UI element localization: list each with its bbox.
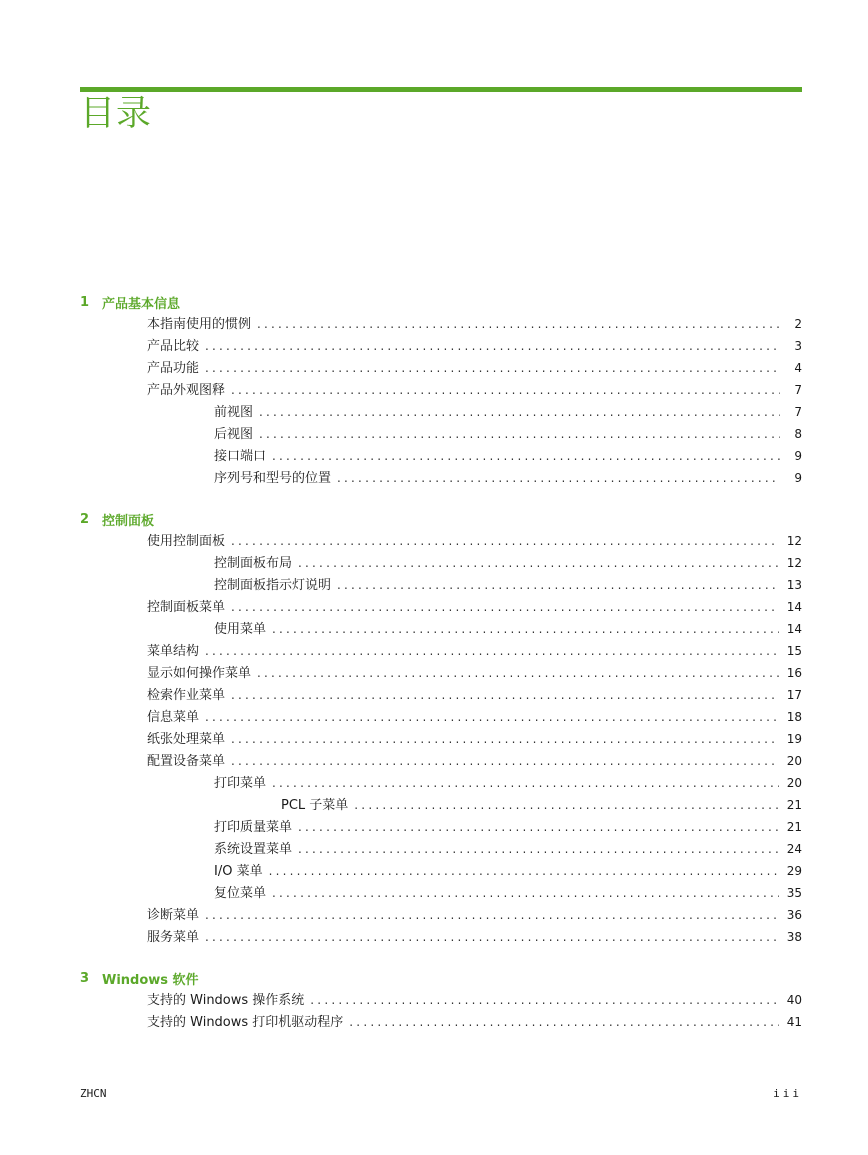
toc-entry[interactable] xyxy=(80,574,802,596)
toc-entry-page: 20 xyxy=(786,776,802,790)
dot-leader xyxy=(349,1011,778,1033)
toc-entry-page: 12 xyxy=(786,556,802,570)
toc-entry-title: 本指南使用的惯例 xyxy=(147,317,252,332)
toc-entry[interactable] xyxy=(80,530,802,552)
footer-locale: ZHCN xyxy=(80,1087,107,1100)
toc-entry-page: 17 xyxy=(786,688,802,702)
toc-entry-page: 20 xyxy=(786,754,802,768)
toc-entry-title: 纸张处理菜单 xyxy=(147,732,226,747)
toc-entry[interactable] xyxy=(80,706,802,728)
dot-leader xyxy=(257,313,780,335)
dot-leader xyxy=(269,860,779,882)
toc-entry[interactable] xyxy=(80,379,802,401)
chapter-title: 产品基本信息 xyxy=(102,296,181,312)
toc-entry[interactable] xyxy=(80,313,802,335)
toc-entry[interactable] xyxy=(80,989,802,1011)
toc-entry-title: 检索作业菜单 xyxy=(147,688,226,703)
dot-leader xyxy=(231,750,779,772)
chapter-number: 2 xyxy=(80,511,90,527)
toc-entry-page: 7 xyxy=(794,405,802,419)
toc-chapter xyxy=(80,967,802,1033)
toc-entry-page: 21 xyxy=(786,820,802,834)
dot-leader xyxy=(205,335,780,357)
dot-leader xyxy=(337,574,779,596)
toc-entry-page: 2 xyxy=(794,317,802,331)
toc-entry-title: 接口端口 xyxy=(214,449,267,464)
dot-leader xyxy=(298,552,779,574)
page-title: 目录 xyxy=(80,94,153,134)
toc-entry-title: 信息菜单 xyxy=(147,710,200,725)
toc-entry-page: 9 xyxy=(794,449,802,463)
toc-entry[interactable] xyxy=(80,423,802,445)
toc-entry-page: 12 xyxy=(786,534,802,548)
chapter-heading[interactable] xyxy=(80,967,802,989)
toc-entry[interactable] xyxy=(80,552,802,574)
toc-entry[interactable] xyxy=(80,1011,802,1033)
chapter-title: 控制面板 xyxy=(102,513,155,529)
toc-entry-page: 35 xyxy=(786,886,802,900)
toc-entry-title: PCL 子菜单 xyxy=(281,798,349,813)
dot-leader xyxy=(205,904,779,926)
toc-entry[interactable] xyxy=(80,926,802,948)
toc-entry-title: 控制面板菜单 xyxy=(147,600,226,615)
title-rule xyxy=(80,87,802,92)
dot-leader xyxy=(298,816,779,838)
toc-entry-title: 菜单结构 xyxy=(147,644,200,659)
toc-entry-title: 复位菜单 xyxy=(214,886,267,901)
toc-entry-title: 产品外观图释 xyxy=(147,383,226,398)
toc-entry-page: 18 xyxy=(786,710,802,724)
toc-entry-title: 序列号和型号的位置 xyxy=(214,471,332,486)
toc-entry[interactable] xyxy=(80,816,802,838)
dot-leader xyxy=(231,728,779,750)
toc-entry[interactable] xyxy=(80,401,802,423)
toc-entry[interactable] xyxy=(80,662,802,684)
toc-entry[interactable] xyxy=(80,445,802,467)
toc-entry-page: 16 xyxy=(786,666,802,680)
toc-chapter xyxy=(80,508,802,948)
toc-entry-title: 产品比较 xyxy=(147,339,200,354)
dot-leader xyxy=(205,926,779,948)
toc-entry-title: 显示如何操作菜单 xyxy=(147,666,252,681)
dot-leader xyxy=(231,684,779,706)
toc-entry-page: 3 xyxy=(794,339,802,353)
toc-entry-title: 控制面板指示灯说明 xyxy=(214,578,332,593)
dot-leader xyxy=(259,401,780,423)
toc-entry[interactable] xyxy=(80,467,802,489)
toc-entry[interactable] xyxy=(80,860,802,882)
toc-entry-page: 13 xyxy=(786,578,802,592)
toc-entry[interactable] xyxy=(80,335,802,357)
toc-entry-page: 7 xyxy=(794,383,802,397)
dot-leader xyxy=(257,662,779,684)
toc-entry[interactable] xyxy=(80,596,802,618)
toc-entry-title: 后视图 xyxy=(214,427,254,442)
dot-leader xyxy=(205,706,779,728)
toc-entry-title: 配置设备菜单 xyxy=(147,754,226,769)
toc-entry-page: 24 xyxy=(786,842,802,856)
toc-entry-title: 系统设置菜单 xyxy=(214,842,293,857)
toc-entry[interactable] xyxy=(80,794,802,816)
toc-entry[interactable] xyxy=(80,882,802,904)
toc-entry-page: 36 xyxy=(786,908,802,922)
dot-leader xyxy=(231,379,780,401)
toc-entry-title: 使用菜单 xyxy=(214,622,267,637)
toc-entry[interactable] xyxy=(80,618,802,640)
toc-entry-page: 8 xyxy=(794,427,802,441)
footer-page-number: iii xyxy=(773,1087,802,1100)
toc-entry-title: 控制面板布局 xyxy=(214,556,293,571)
toc-entry-page: 14 xyxy=(786,622,802,636)
dot-leader xyxy=(259,423,780,445)
dot-leader xyxy=(231,530,779,552)
toc-entry[interactable] xyxy=(80,838,802,860)
dot-leader xyxy=(298,838,779,860)
dot-leader xyxy=(231,596,779,618)
dot-leader xyxy=(205,357,780,379)
chapter-number: 1 xyxy=(80,294,90,310)
toc-entry-title: 支持的 Windows 打印机驱动程序 xyxy=(147,1015,344,1030)
toc-entry-page: 40 xyxy=(786,993,802,1007)
toc-entry[interactable] xyxy=(80,904,802,926)
dot-leader xyxy=(354,794,778,816)
toc-entry-page: 14 xyxy=(786,600,802,614)
toc-entry[interactable] xyxy=(80,728,802,750)
table-of-contents xyxy=(80,291,802,1052)
toc-entry[interactable] xyxy=(80,684,802,706)
toc-entry-page: 9 xyxy=(794,471,802,485)
chapter-heading[interactable] xyxy=(80,508,802,530)
dot-leader xyxy=(310,989,778,1011)
toc-entry-page: 21 xyxy=(786,798,802,812)
dot-leader xyxy=(272,882,779,904)
toc-entry[interactable] xyxy=(80,750,802,772)
toc-entry-title: 支持的 Windows 操作系统 xyxy=(147,993,305,1008)
toc-entry-page: 41 xyxy=(786,1015,802,1029)
chapter-heading[interactable] xyxy=(80,291,802,313)
toc-entry-page: 19 xyxy=(786,732,802,746)
toc-entry[interactable] xyxy=(80,772,802,794)
toc-entry[interactable] xyxy=(80,640,802,662)
toc-entry-title: 使用控制面板 xyxy=(147,534,226,549)
chapter-title: Windows 软件 xyxy=(102,972,199,988)
toc-entry-page: 4 xyxy=(794,361,802,375)
toc-entry-title: 服务菜单 xyxy=(147,930,200,945)
toc-entry-title: 打印质量菜单 xyxy=(214,820,293,835)
toc-chapter xyxy=(80,291,802,489)
dot-leader xyxy=(272,445,780,467)
dot-leader xyxy=(337,467,780,489)
toc-entry-page: 38 xyxy=(786,930,802,944)
dot-leader xyxy=(272,618,779,640)
dot-leader xyxy=(205,640,779,662)
toc-entry-page: 29 xyxy=(786,864,802,878)
dot-leader xyxy=(272,772,779,794)
toc-entry-title: 诊断菜单 xyxy=(147,908,200,923)
chapter-number: 3 xyxy=(80,970,90,986)
toc-entry-title: 产品功能 xyxy=(147,361,200,376)
toc-entry[interactable] xyxy=(80,357,802,379)
toc-entry-title: I/O 菜单 xyxy=(214,864,263,879)
toc-entry-title: 前视图 xyxy=(214,405,254,420)
toc-entry-page: 15 xyxy=(786,644,802,658)
toc-entry-title: 打印菜单 xyxy=(214,776,267,791)
